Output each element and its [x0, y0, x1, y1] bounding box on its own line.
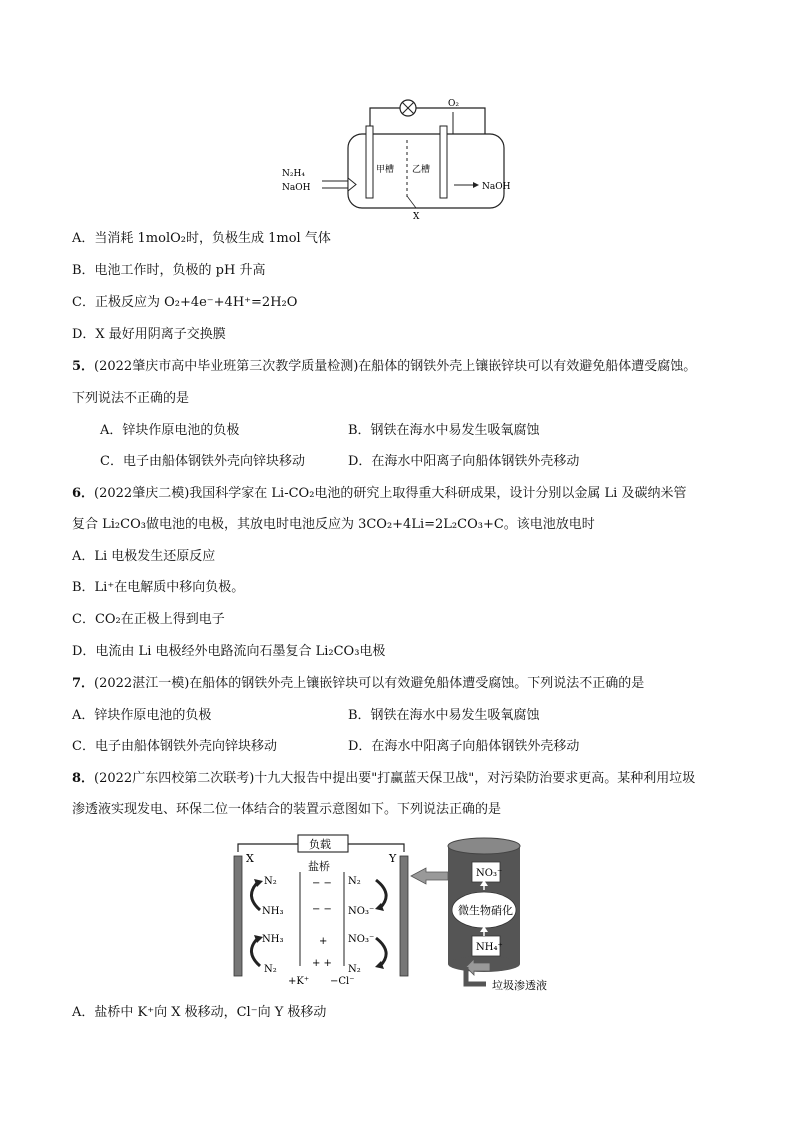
x-label: X	[413, 212, 420, 222]
microbe-label: 微生物硝化	[458, 904, 513, 917]
q5-option-a: A．锌块作原电池的负极	[100, 423, 240, 438]
svg-text:+: +	[319, 936, 328, 947]
curved-arrow-icon	[251, 880, 386, 966]
q8-stem-line2: 渗透液实现发电、环保二位一体结合的装置示意图如下。下列说法正确的是	[72, 802, 502, 817]
o2-label: O₂	[448, 99, 459, 109]
load-label: 负载	[309, 838, 331, 851]
naoh-in-label: NaOH	[282, 183, 311, 193]
n2-a: N₂	[264, 876, 277, 887]
q7-option-b: B．钢铁在海水中易发生吸氧腐蚀	[348, 708, 540, 723]
q5-option-d: D．在海水中阳离子向船体钢铁外壳移动	[348, 454, 580, 469]
kplus-label: +K⁺	[288, 976, 310, 987]
q7-option-d: D．在海水中阳离子向船体钢铁外壳移动	[348, 739, 580, 754]
q4-option-d: D．X 最好用阴离子交换膜	[72, 327, 226, 342]
clminus-label: −Cl⁻	[330, 976, 355, 987]
q6-option-c: C．CO₂在正极上得到电子	[72, 612, 225, 627]
q5-stem-line2: 下列说法不正确的是	[72, 391, 190, 406]
fuel-cell-diagram	[270, 88, 530, 228]
n2-c: N₂	[348, 876, 361, 887]
feed-arrow-icon	[411, 868, 448, 884]
svg-text:− −: − −	[312, 878, 332, 889]
q5-stem-line1	[72, 357, 696, 377]
q8-stem-line1	[72, 769, 695, 789]
q5-option-b: B．钢铁在海水中易发生吸氧腐蚀	[348, 423, 540, 438]
q6-option-a: A．Li 电极发生还原反应	[72, 549, 216, 564]
q8-number: 8．	[72, 771, 95, 786]
q7-option-a: A．锌块作原电池的负极	[72, 708, 212, 723]
inlet-arrow-icon	[322, 178, 356, 191]
q4-option-c: C．正极反应为 O₂+4e⁻+4H⁺=2H₂O	[72, 295, 298, 310]
microbial-cell-diagram	[226, 832, 576, 994]
n2-b: N₂	[264, 964, 277, 975]
q8-stem-text: (2022广东四校第二次联考)十九大报告中提出要"打赢蓝天保卫战"，对污染防治要求更高。某种利用垃圾	[94, 771, 696, 786]
q6-stem-line2: 复合 Li₂CO₃做电池的电极，其放电时电池反应为 3CO₂+4Li=2L₂CO₃+C。该电池放电时	[72, 517, 595, 532]
x-electrode-label: X	[246, 852, 254, 865]
nh3-b: NH₃	[262, 934, 284, 945]
svg-text:− −: − −	[312, 904, 332, 915]
yi-label: 乙槽	[412, 165, 431, 175]
q4-option-a: A．当消耗 1molO₂时，负极生成 1mol 气体	[72, 231, 331, 246]
q5-option-c: C．电子由船体钢铁外壳向锌块移动	[100, 454, 305, 469]
anode-plate	[366, 126, 373, 198]
q8-option-a: A．盐桥中 K⁺向 X 极移动，Cl⁻向 Y 极移动	[72, 1005, 327, 1020]
q7-stem-text: (2022湛江一模)在船体的钢铁外壳上镶嵌锌块可以有效避免船体遭受腐蚀。下列说法不正确的是	[94, 676, 645, 691]
q6-option-b: B．Li⁺在电解质中移向负极。	[72, 580, 245, 595]
leachate-label: 垃圾渗透液	[492, 979, 547, 992]
no3-a: NO₃⁻	[348, 906, 375, 917]
y-electrode	[400, 856, 408, 976]
q5-number: 5．	[72, 359, 95, 374]
q7-option-c: C．电子由船体钢铁外壳向锌块移动	[72, 739, 277, 754]
naoh-out-label: NaOH	[482, 182, 511, 192]
no3-tank-label: NO₃⁻	[476, 868, 503, 879]
svg-text:+ +: + +	[312, 958, 332, 969]
x-electrode	[234, 856, 242, 976]
q7-number: 7．	[72, 676, 95, 691]
q7-stem-line1	[72, 674, 644, 694]
salt-bridge-label: 盐桥	[308, 860, 330, 873]
q4-option-b: B．电池工作时，负极的 pH 升高	[72, 263, 266, 278]
nh3-a: NH₃	[262, 906, 284, 917]
lamp-icon	[400, 100, 416, 116]
q6-number: 6．	[72, 486, 95, 501]
n2h4-label: N₂H₄	[282, 169, 305, 179]
nh4-tank-label: NH₄⁺	[476, 942, 503, 953]
no3-b: NO₃⁻	[348, 934, 375, 945]
cathode-plate	[440, 126, 447, 198]
q6-stem-line1	[72, 484, 686, 504]
q6-stem-text: (2022肇庆二模)我国科学家在 Li-CO₂电池的研究上取得重大科研成果，设计分别以金属 Li 及碳纳米管	[94, 486, 687, 501]
q5-stem-text: (2022肇庆市高中毕业班第三次教学质量检测)在船体的钢铁外壳上镶嵌锌块可以有效避免船体遭受腐蚀。	[94, 359, 697, 374]
jia-label: 甲槽	[376, 165, 395, 175]
q6-option-d: D．电流由 Li 电极经外电路流向石墨复合 Li₂CO₃电极	[72, 644, 386, 659]
y-electrode-label: Y	[389, 852, 397, 865]
n2-d: N₂	[348, 964, 361, 975]
